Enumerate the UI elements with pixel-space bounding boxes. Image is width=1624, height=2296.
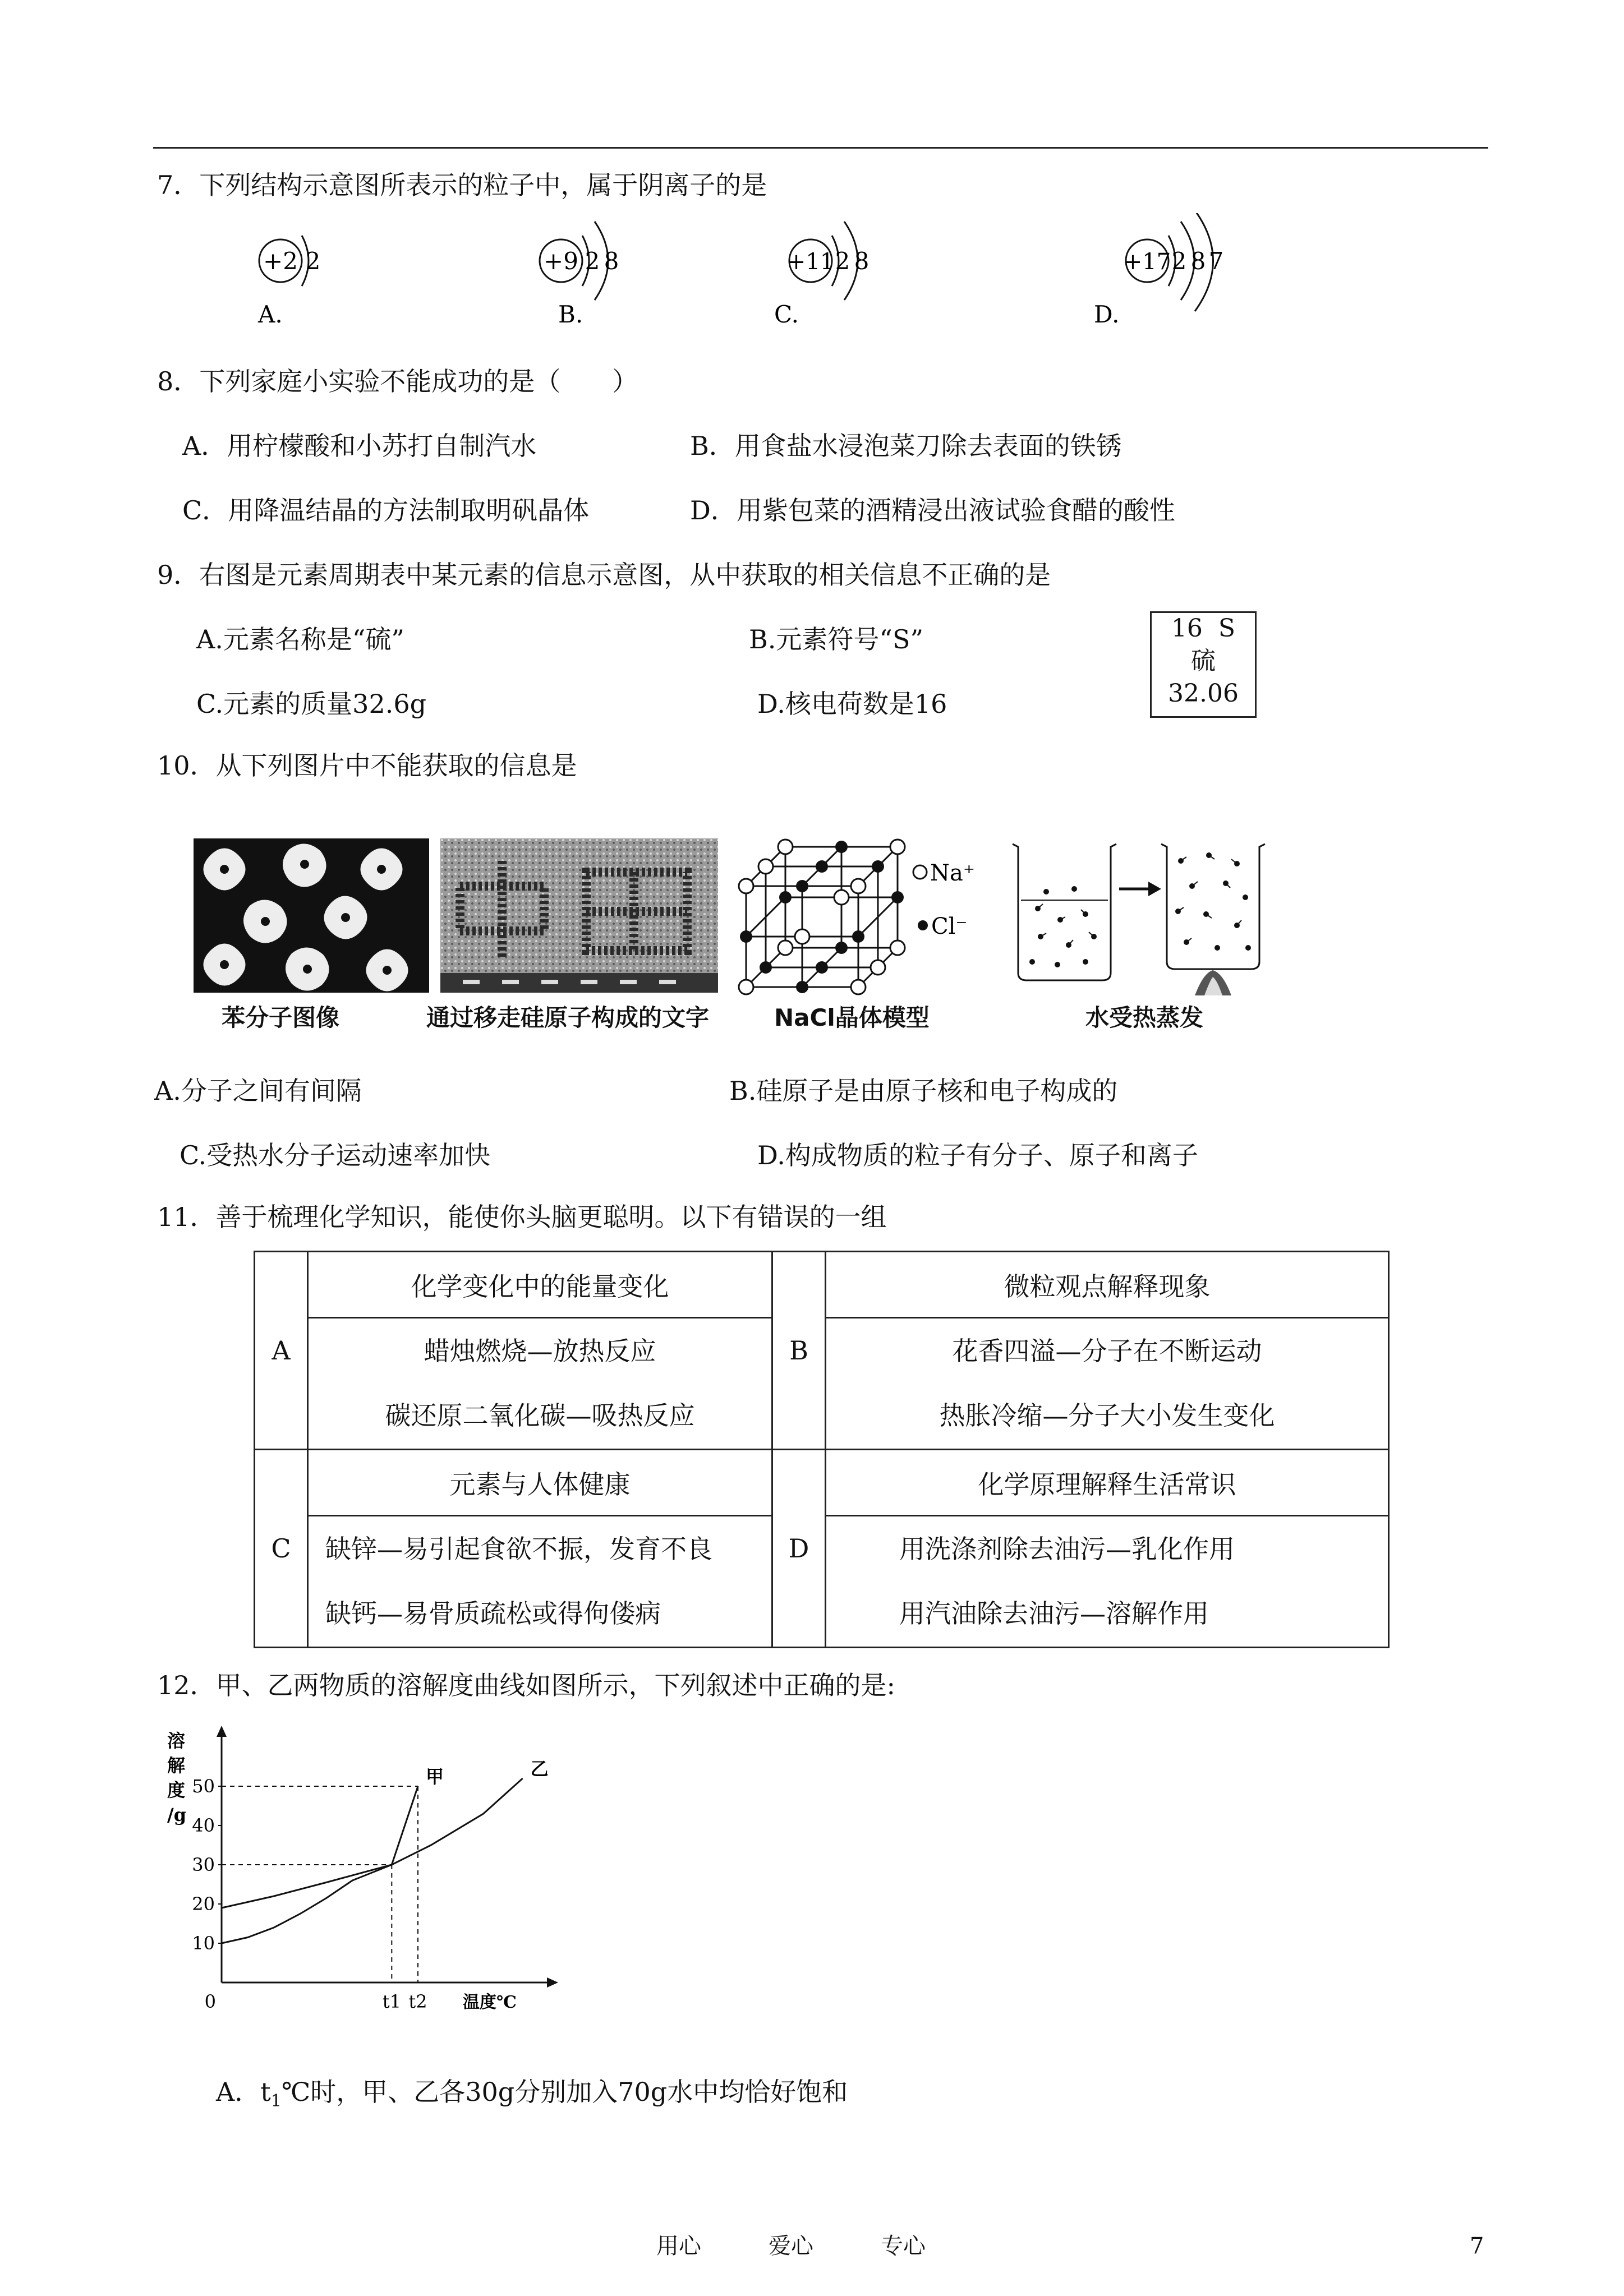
q8-option-c: C．用降温结晶的方法制取明矾晶体 — [182, 495, 590, 525]
cell-header-a: 化学变化中的能量变化 — [308, 1252, 772, 1318]
atom-diagram-d — [1094, 213, 1223, 328]
q9-stem: 9．右图是元素周期表中某元素的信息示意图，从中获取的相关信息不正确的是 — [157, 560, 1051, 590]
atom-diagram-b — [540, 222, 619, 328]
shell-d-1: 2 — [1171, 247, 1187, 275]
origin-label: 0 — [204, 1991, 216, 2012]
q8-stem: 8．下列家庭小实验不能成功的是（ ） — [157, 366, 638, 397]
cell-letter-c: C — [255, 1450, 308, 1648]
footer-right: 专心 — [881, 2233, 926, 2259]
nucleus-c-charge: +11 — [786, 249, 835, 275]
footer-left: 用心 — [656, 2233, 701, 2259]
q11-stem: 11．善于梳理化学知识，能使你头脑更聪明。以下有错误的一组 — [157, 1202, 887, 1232]
cell-body-a: 蜡烛燃烧—放热反应 碳还原二氧化碳—吸热反应 — [308, 1318, 772, 1450]
element-name: 硫 — [1191, 647, 1216, 675]
y-axis-label-part: /g — [167, 1804, 187, 1825]
shell-d-3: 7 — [1208, 247, 1224, 275]
y-tick-label: 50 — [192, 1776, 215, 1797]
label-a: A. — [258, 301, 283, 328]
benzene-molecule-image — [194, 838, 429, 993]
element-mass: 32.06 — [1168, 679, 1239, 708]
y-tick-label: 10 — [192, 1933, 215, 1954]
y-tick-label: 30 — [192, 1854, 215, 1875]
cell-body-b: 花香四溢—分子在不断运动 热胀冷缩—分子大小发生变化 — [826, 1318, 1389, 1450]
q8-option-a: A．用柠檬酸和小苏打自制汽水 — [182, 431, 537, 461]
q11-table — [254, 1251, 1390, 1648]
nucleus-d-charge: +17 — [1123, 249, 1171, 275]
label-b: B. — [558, 301, 583, 328]
q8-option-b: B．用食盐水浸泡菜刀除去表面的铁锈 — [690, 431, 1122, 461]
q10-stem: 10．从下列图片中不能获取的信息是 — [157, 750, 577, 781]
caption-silicon: 通过移走硅原子构成的文字 — [426, 1004, 710, 1031]
q10-option-a: A.分子之间有间隔 — [154, 1076, 362, 1106]
atom-diagram-c — [774, 222, 869, 328]
q10-option-b: B.硅原子是由原子核和电子构成的 — [729, 1076, 1118, 1106]
caption-benzene: 苯分子图像 — [222, 1004, 340, 1031]
label-d: D. — [1094, 301, 1120, 328]
q9-option-a: A.元素名称是“硫” — [196, 624, 404, 654]
cell-header-b: 微粒观点解释现象 — [826, 1252, 1389, 1318]
shell-a-1: 2 — [305, 247, 321, 275]
shell-b-1: 2 — [585, 247, 600, 275]
cell-header-d: 化学原理解释生活常识 — [826, 1450, 1389, 1516]
element-number: 16 — [1171, 614, 1203, 643]
nucleus-b-charge: +9 — [544, 247, 578, 275]
cell-letter-d: D — [772, 1450, 826, 1648]
solubility-chart — [157, 1725, 561, 2039]
q7-stem: 7．下列结构示意图所表示的粒子中，属于阴离子的是 — [157, 170, 767, 200]
shell-d-2: 8 — [1190, 247, 1206, 275]
shell-c-1: 2 — [835, 247, 850, 275]
series-jia-label: 甲 — [426, 1766, 444, 1787]
x-tick-label: t2 — [408, 1991, 427, 2012]
na-legend-marker — [913, 865, 927, 879]
footer-middle: 爱心 — [769, 2233, 813, 2259]
x-axis-label: 温度℃ — [463, 1993, 517, 2012]
y-tick-label: 40 — [192, 1815, 215, 1836]
cell-letter-b: B — [772, 1252, 826, 1450]
q12-stem: 12．甲、乙两物质的溶解度曲线如图所示，下列叙述中正确的是: — [157, 1670, 896, 1700]
silicon-atom-text-image — [440, 838, 718, 993]
q9-option-d: D.核电荷数是16 — [757, 689, 947, 719]
caption-water: 水受热蒸发 — [1085, 1004, 1204, 1031]
q10-option-c: C.受热水分子运动速率加快 — [180, 1140, 491, 1170]
label-c: C. — [774, 301, 799, 328]
cell-body-d: 用洗涤剂除去油污—乳化作用 用汽油除去油污—溶解作用 — [826, 1516, 1389, 1648]
series-yi-label: 乙 — [530, 1758, 549, 1779]
q9-option-b: B.元素符号“S” — [749, 624, 923, 654]
nacl-crystal-model-image — [729, 836, 999, 995]
q7-atom-diagrams — [236, 213, 1301, 342]
series-yi-line — [222, 1778, 523, 1908]
x-axis-arrow — [547, 1977, 558, 1988]
water-evaporation-image — [1007, 836, 1299, 998]
cl-legend-label: Cl⁻ — [931, 914, 968, 939]
atom-diagram-a — [257, 236, 320, 328]
cell-letter-a: A — [255, 1252, 308, 1450]
y-axis-label-part: 溶 — [167, 1730, 186, 1751]
shell-b-2: 8 — [604, 247, 619, 275]
q8-option-d: D．用紫包菜的酒精浸出液试验食醋的酸性 — [690, 495, 1175, 525]
q10-option-d: D.构成物质的粒子有分子、原子和离子 — [757, 1140, 1198, 1170]
cell-body-c: 缺锌—易引起食欲不振，发育不良 缺钙—易骨质疏松或得佝偻病 — [308, 1516, 772, 1648]
na-legend-label: Na⁺ — [930, 860, 975, 886]
q9-option-c: C.元素的质量32.6g — [196, 689, 427, 719]
page-number: 7 — [1470, 2233, 1484, 2259]
nucleus-a-charge: +2 — [263, 247, 298, 275]
caption-nacl: NaCl晶体模型 — [774, 1004, 930, 1031]
header-rule — [153, 147, 1488, 149]
y-axis-label-part: 解 — [167, 1755, 186, 1776]
q12-option-a: A．$t_1℃$时，甲、乙各30g分别加入70g水中均恰好饱和 — [216, 2077, 848, 2111]
y-axis-label-part: 度 — [167, 1779, 186, 1801]
cl-legend-marker — [918, 920, 928, 930]
shell-c-2: 8 — [854, 247, 869, 275]
y-tick-label: 20 — [192, 1893, 215, 1915]
y-axis-arrow — [217, 1726, 227, 1737]
element-symbol: S — [1218, 614, 1236, 643]
x-tick-label: t1 — [382, 1991, 401, 2012]
cell-header-c: 元素与人体健康 — [308, 1450, 772, 1516]
element-info-box — [1150, 611, 1257, 718]
